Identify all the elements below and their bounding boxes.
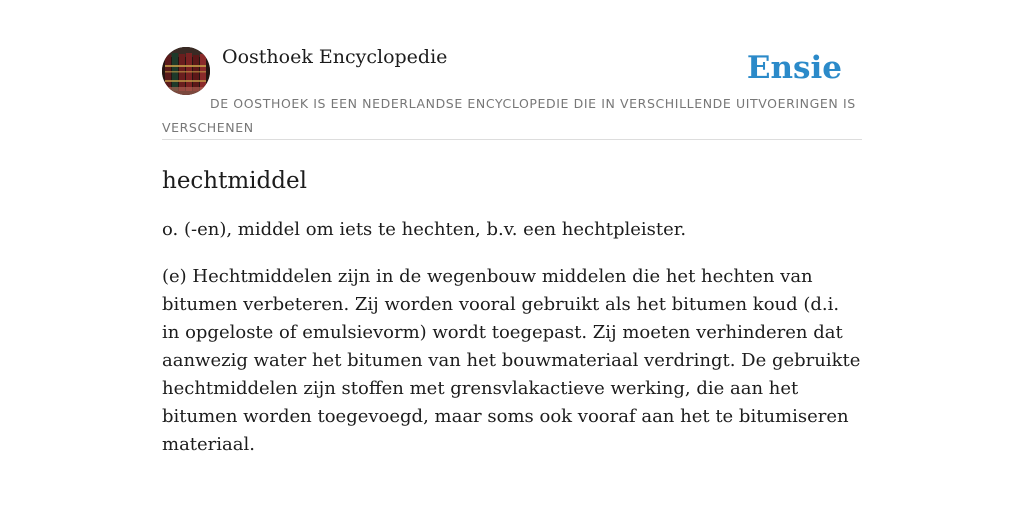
entry-body <box>162 216 862 459</box>
page-container <box>162 44 862 459</box>
site-title[interactable]: Oosthoek Encyclopedie <box>222 46 448 68</box>
ensie-brand-link[interactable]: Ensie <box>746 50 842 86</box>
site-header <box>162 44 862 140</box>
site-tagline: DE OOSTHOEK IS EEN NEDERLANDSE ENCYCLOPEDIE DIE IN VERSCHILLENDE UITVOERINGEN IS VERSCHENEN <box>162 96 856 135</box>
entry-paragraph-explanation: (e) Hechtmiddelen zijn in de wegenbouw middelen die het hechten van bitumen verbeteren. Zij worden vooral gebruikt als het bitumen koud (d.i. in opgeloste of emulsievorm) wordt toegepast. Zij moeten verhinderen dat aanwezig water het bitumen van het bouwmateriaal verdringt. De gebruikte hechtmiddelen zijn stoffen met grensvlakactieve werking, die aan het bitumen worden toegevoegd, maar soms ook vooraf aan het te bitumiseren materiaal. <box>162 266 861 455</box>
encyclopedia-books-logo-icon[interactable] <box>162 47 210 95</box>
entry-paragraph-definition: o. (-en), middel om iets te hechten, b.v. een hechtpleister. <box>162 219 687 240</box>
entry-title: hechtmiddel <box>162 168 307 194</box>
